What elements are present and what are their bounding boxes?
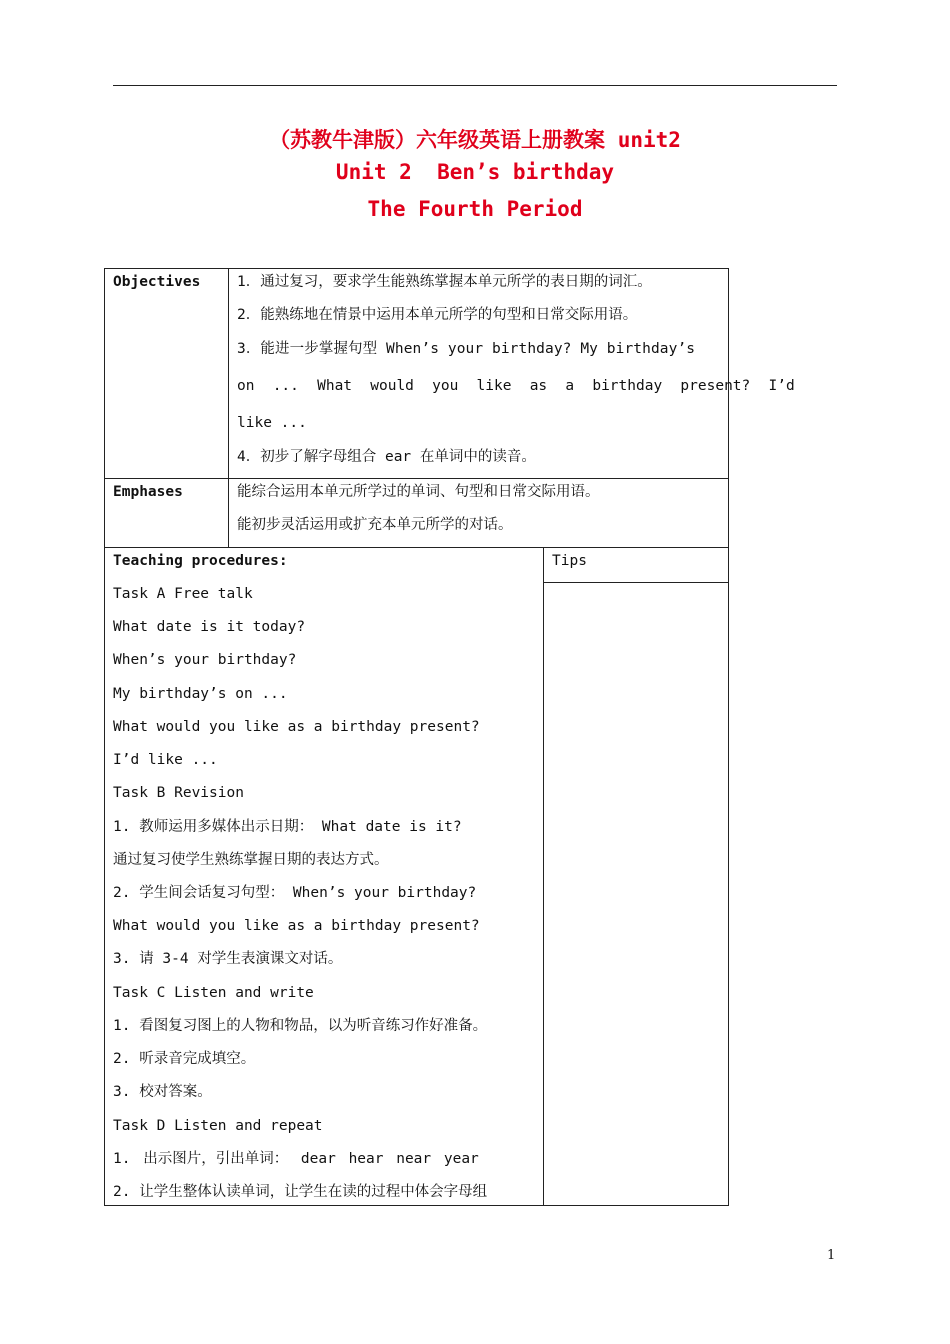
label-column-divider: [228, 268, 229, 547]
objective-item: 4．初步了解字母组合 ear 在单词中的读音。: [237, 449, 536, 465]
objective-item: 3．能进一步掌握句型 When’s your birthday? My birthday’s: [237, 341, 696, 357]
procedure-line: Task B Revision: [113, 785, 244, 801]
procedure-line: 1. 教师运用多媒体出示日期： What date is it?: [113, 819, 462, 835]
objective-item: like ...: [237, 415, 307, 431]
objective-item: 2．能熟练地在情景中运用本单元所学的句型和日常交际用语。: [237, 307, 638, 323]
procedure-line: Task C Listen and write: [113, 985, 314, 1001]
procedure-line: 通过复习使学生熟练掌握日期的表达方式。: [113, 852, 389, 868]
unit-title: Unit 2 Ben’s birthday: [335, 160, 615, 184]
objective-item: 1．通过复习，要求学生能熟练掌握本单元所学的表日期的词汇。: [237, 274, 652, 290]
procedure-line: My birthday’s on ...: [113, 686, 288, 702]
procedure-line: 1. 出示图片，引出单词： dear hear near year: [113, 1151, 479, 1167]
row-divider-emphases: [104, 547, 729, 548]
tips-header-divider: [543, 582, 729, 583]
emphases-label: Emphases: [113, 484, 183, 500]
procedure-line: I’d like ...: [113, 752, 218, 768]
procedure-line: What date is it today?: [113, 619, 306, 635]
procedure-line: 3. 校对答案。: [113, 1084, 212, 1100]
row-divider-objectives: [104, 478, 729, 479]
tips-column-divider: [543, 547, 544, 1206]
objectives-label: Objectives: [113, 274, 201, 290]
procedure-line: 2. 学生间会话复习句型： When’s your birthday?: [113, 885, 477, 901]
procedure-line: When’s your birthday?: [113, 652, 297, 668]
procedure-line: 2. 让学生整体认读单词，让学生在读的过程中体会字母组: [113, 1184, 488, 1200]
emphasis-item: 能综合运用本单元所学过的单词、句型和日常交际用语。: [237, 484, 600, 500]
tips-label: Tips: [552, 553, 587, 569]
page-number: 1: [827, 1248, 836, 1263]
emphasis-item: 能初步灵活运用或扩充本单元所学的对话。: [237, 517, 513, 533]
header-rule: [113, 85, 837, 86]
procedures-label: Teaching procedures:: [113, 553, 288, 569]
document-title: （苏教牛津版）六年级英语上册教案 unit2: [269, 128, 681, 152]
procedure-line: 2. 听录音完成填空。: [113, 1051, 256, 1067]
objective-item: on ... What would you like as a birthday present? I’d: [237, 378, 795, 394]
procedure-line: What would you like as a birthday present?: [113, 918, 480, 934]
procedure-line: Task A Free talk: [113, 586, 253, 602]
procedure-line: 3. 请 3-4 对学生表演课文对话。: [113, 951, 343, 967]
procedure-line: What would you like as a birthday present?: [113, 719, 480, 735]
procedure-line: Task D Listen and repeat: [113, 1118, 323, 1134]
procedure-line: 1. 看图复习图上的人物和物品，以为听音练习作好准备。: [113, 1018, 488, 1034]
period-title: The Fourth Period: [367, 197, 583, 221]
